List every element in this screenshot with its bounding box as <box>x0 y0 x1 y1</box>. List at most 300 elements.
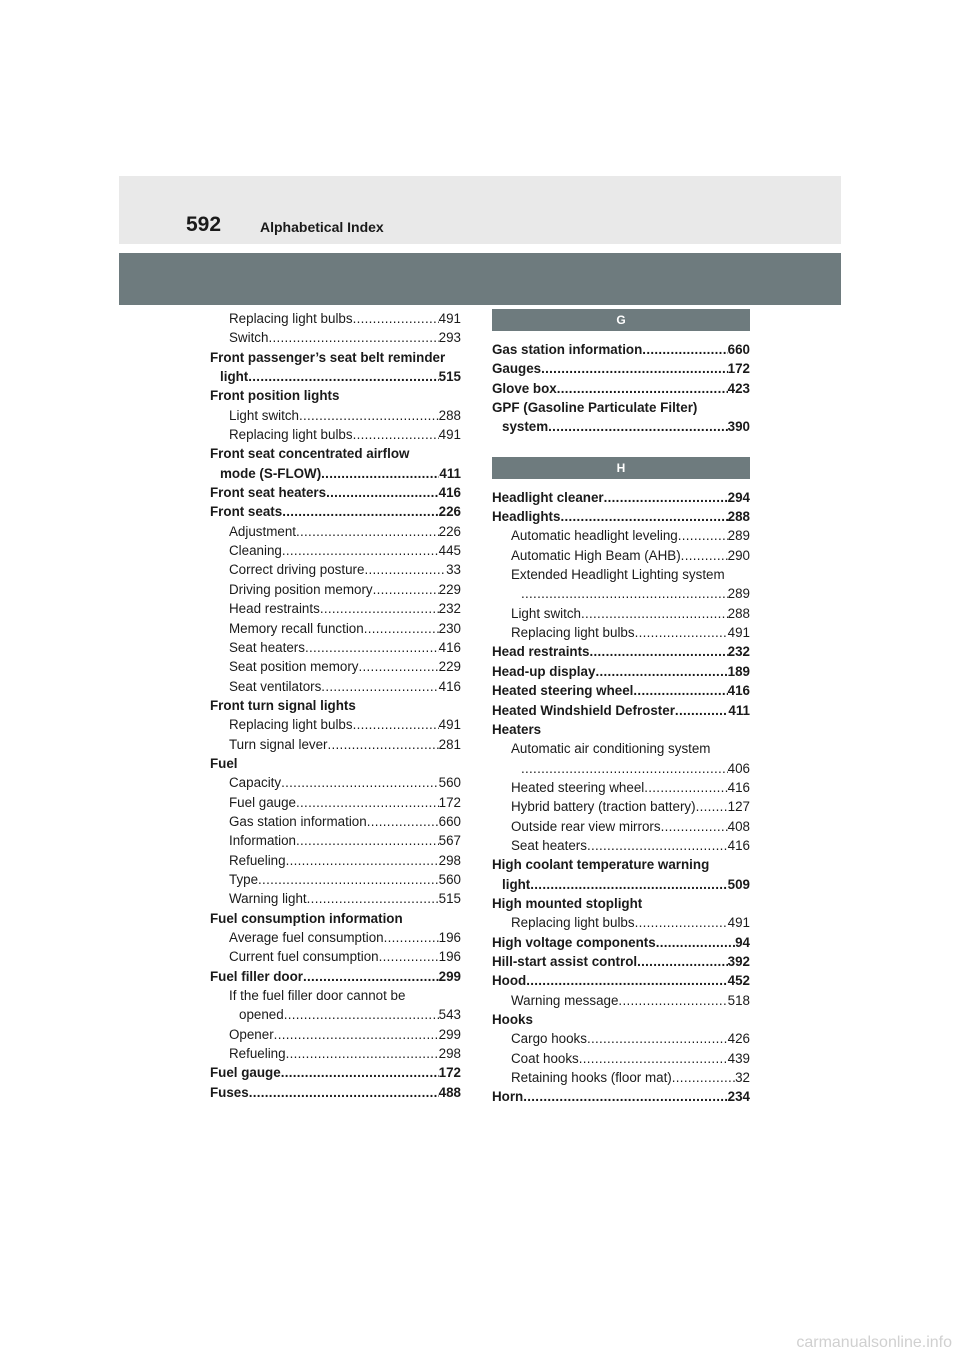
index-entry-page: 298 <box>438 1046 461 1062</box>
leader-dots <box>581 604 728 623</box>
leader-dots <box>661 817 728 836</box>
index-entry-term: Front turn signal lights <box>210 697 356 713</box>
index-entry-term: Front seat heaters <box>210 485 327 501</box>
index-entry-page: 406 <box>727 760 750 776</box>
index-entry <box>210 889 461 908</box>
leader-dots <box>281 1063 439 1082</box>
index-entry-term: Gas station information <box>229 813 367 829</box>
index-entry <box>492 681 750 700</box>
index-entry-page: 229 <box>438 581 461 597</box>
index-entry <box>210 464 461 483</box>
index-entry-page: 408 <box>727 818 750 834</box>
index-entry-page: 445 <box>438 543 461 559</box>
leader-dots <box>579 1049 728 1068</box>
leader-dots <box>353 309 439 328</box>
index-entry-term: Retaining hooks (floor mat) <box>511 1070 672 1086</box>
index-entry-term: Front position lights <box>210 388 340 404</box>
index-entry <box>492 584 750 603</box>
leader-dots <box>359 657 439 676</box>
index-entry-term: Heated steering wheel <box>492 683 634 699</box>
leader-dots <box>557 379 728 398</box>
leader-dots <box>548 417 728 436</box>
index-entry <box>492 488 750 507</box>
index-entry <box>492 507 750 526</box>
index-entry-page: 226 <box>438 504 461 520</box>
index-entry-page: 518 <box>727 992 750 1008</box>
index-entry-page: 491 <box>727 915 750 931</box>
index-entry-term: Hill-start assist control <box>492 953 638 969</box>
index-entry-term: Capacity <box>229 775 282 791</box>
index-entry <box>492 875 750 894</box>
index-entry-page: 439 <box>727 1050 750 1066</box>
group-spacer <box>492 437 750 457</box>
index-entry <box>210 754 461 773</box>
leader-dots <box>258 870 439 889</box>
index-entry <box>210 560 461 579</box>
index-entry <box>210 599 461 618</box>
leader-dots <box>635 913 728 932</box>
index-entry-term: opened <box>239 1007 284 1023</box>
index-entry <box>210 502 461 521</box>
index-entry <box>210 773 461 792</box>
index-entry-term: Fuel gauge <box>229 794 297 810</box>
leader-dots <box>321 464 439 483</box>
index-entry-page: 288 <box>438 407 461 423</box>
leader-dots <box>656 933 735 952</box>
index-entry <box>210 909 461 928</box>
leader-dots <box>709 855 750 874</box>
index-entry-page: 416 <box>438 485 461 501</box>
leader-dots <box>521 584 728 603</box>
index-entry <box>492 1049 750 1068</box>
index-entry-page: 515 <box>438 891 461 907</box>
index-entry-page: 488 <box>438 1084 461 1100</box>
index-entry-page: 426 <box>727 1031 750 1047</box>
index-entry <box>210 967 461 986</box>
index-entry <box>492 720 750 739</box>
index-entry-page: 234 <box>727 1089 750 1105</box>
index-entry <box>210 1025 461 1044</box>
index-entry-term: Extended Headlight Lighting system <box>511 567 725 583</box>
index-entry-term: Cargo hooks <box>511 1031 587 1047</box>
leader-dots <box>286 851 439 870</box>
leader-dots <box>637 952 728 971</box>
leader-dots <box>672 1068 735 1087</box>
index-entry-page: 290 <box>727 547 750 563</box>
index-entry-term: Fuses <box>210 1084 249 1100</box>
leader-dots <box>635 623 728 642</box>
index-entry-term: Opener <box>229 1026 274 1042</box>
index-entry-page: 411 <box>439 465 461 481</box>
index-entry-page: 289 <box>727 586 750 602</box>
index-entry-page: 230 <box>438 620 461 636</box>
leader-dots <box>618 991 727 1010</box>
section-title: Alphabetical Index <box>260 219 384 235</box>
index-entry-term: Warning light <box>229 891 307 907</box>
index-entry-term: Seat position memory <box>229 659 359 675</box>
index-entry-page: 127 <box>727 799 750 815</box>
index-entry-page: 32 <box>735 1070 750 1086</box>
leader-dots <box>405 986 461 1005</box>
index-entry <box>210 986 461 1005</box>
index-entry <box>492 1087 750 1106</box>
index-entry-term: Front seat concentrated airflow <box>210 446 410 462</box>
leader-dots <box>296 793 439 812</box>
index-entry-page: 392 <box>727 953 750 969</box>
index-entry-term: Replacing light bulbs <box>229 717 353 733</box>
leader-dots <box>367 812 439 831</box>
index-entry <box>210 1083 461 1102</box>
index-entry-term: Hybrid battery (traction battery) <box>511 799 696 815</box>
index-entry <box>210 1005 461 1024</box>
leader-dots <box>364 619 439 638</box>
leader-dots <box>356 696 461 715</box>
index-entry-term: system <box>502 419 549 435</box>
index-entry-term: Automatic air conditioning system <box>511 741 711 757</box>
index-entry <box>210 947 461 966</box>
index-entry <box>492 759 750 778</box>
leader-dots <box>521 759 728 778</box>
leader-dots <box>353 425 439 444</box>
leader-dots <box>328 735 439 754</box>
index-entry <box>492 417 750 436</box>
index-entry-page: 491 <box>438 427 461 443</box>
index-entry-term: Headlights <box>492 509 561 525</box>
index-entry-term: Switch <box>229 330 269 346</box>
index-entry-page: 411 <box>728 702 750 718</box>
index-column-right <box>492 309 750 1107</box>
letter-heading: G <box>492 309 750 331</box>
index-entry <box>210 928 461 947</box>
index-entry <box>210 328 461 347</box>
index-entry-term: Driving position memory <box>229 581 373 597</box>
index-entry-page: 423 <box>727 380 750 396</box>
index-entry-page: 172 <box>438 1065 461 1081</box>
index-entry <box>492 1068 750 1087</box>
leader-dots <box>364 560 446 579</box>
index-entry-term: Seat heaters <box>229 639 305 655</box>
index-entry <box>492 398 750 417</box>
index-entry <box>492 340 750 359</box>
index-entry-term: Current fuel consumption <box>229 949 379 965</box>
leader-dots <box>384 928 439 947</box>
index-entry <box>210 367 461 386</box>
index-entry-term: If the fuel filler door cannot be <box>229 988 406 1004</box>
index-entry <box>210 696 461 715</box>
index-entry-term: Replacing light bulbs <box>511 625 635 641</box>
leader-dots <box>284 1005 439 1024</box>
index-entry <box>210 406 461 425</box>
index-entry-page: 281 <box>438 736 461 752</box>
leader-dots <box>296 831 439 850</box>
index-entry-term: Refueling <box>229 1046 286 1062</box>
index-entry-page: 491 <box>438 311 461 326</box>
leader-dots <box>299 406 439 425</box>
index-entry-page: 196 <box>438 930 461 945</box>
index-entry <box>210 812 461 831</box>
index-entry <box>492 971 750 990</box>
index-entry <box>492 642 750 661</box>
leader-dots <box>248 367 438 386</box>
index-entry-term: Fuel consumption information <box>210 910 403 926</box>
leader-dots <box>587 1029 728 1048</box>
leader-dots <box>326 483 439 502</box>
index-entry <box>492 604 750 623</box>
index-entry <box>492 836 750 855</box>
index-column-left <box>210 309 461 1102</box>
leader-dots <box>238 754 461 773</box>
leader-dots <box>307 889 439 908</box>
leader-dots <box>530 875 727 894</box>
index-entry <box>210 657 461 676</box>
index-entry-term: Headlight cleaner <box>492 489 604 505</box>
index-entry <box>210 715 461 734</box>
leader-dots <box>595 662 727 681</box>
leader-dots <box>320 599 439 618</box>
index-entry <box>492 952 750 971</box>
leader-dots <box>282 502 438 521</box>
index-entry-term: Adjustment <box>229 523 296 539</box>
leader-dots <box>268 328 438 347</box>
index-entry <box>210 483 461 502</box>
index-entry-page: 299 <box>438 968 461 984</box>
leader-dots <box>725 565 750 584</box>
letter-heading: H <box>492 457 750 479</box>
index-entry-page: 288 <box>727 509 750 525</box>
index-entry <box>210 580 461 599</box>
index-entry-term: Horn <box>492 1089 524 1105</box>
index-entry-term: Fuel <box>210 755 238 771</box>
index-entry <box>210 638 461 657</box>
leader-dots <box>409 444 461 463</box>
index-entry-term: Glove box <box>492 380 557 396</box>
index-entry <box>492 933 750 952</box>
index-entry-page: 560 <box>438 871 461 887</box>
leader-dots <box>281 773 439 792</box>
watermark: carmanualsonline.info <box>796 1334 952 1351</box>
header-band <box>119 176 841 244</box>
index-entry-term: High coolant temperature warning <box>492 857 710 873</box>
index-entry-term: Front seats <box>210 504 283 520</box>
index-entry-term: Turn signal lever <box>229 736 328 752</box>
index-entry-page: 491 <box>727 625 750 641</box>
index-entry-page: 288 <box>727 605 750 621</box>
index-entry <box>492 565 750 584</box>
leader-dots <box>305 638 439 657</box>
index-entry <box>210 677 461 696</box>
index-entry <box>210 735 461 754</box>
index-entry <box>492 1010 750 1029</box>
index-entry-term: Automatic headlight leveling <box>511 528 678 544</box>
leader-dots <box>286 1044 439 1063</box>
index-entry <box>492 778 750 797</box>
index-entry-page: 289 <box>727 528 750 544</box>
leader-dots <box>697 398 750 417</box>
leader-dots <box>445 348 461 367</box>
index-entry-page: 172 <box>438 794 461 810</box>
index-entry <box>210 1063 461 1082</box>
index-entry-page: 515 <box>438 369 461 385</box>
index-entry-page: 416 <box>727 837 750 853</box>
index-entry <box>210 793 461 812</box>
leader-dots <box>373 580 439 599</box>
index-entry-term: Replacing light bulbs <box>229 427 353 443</box>
index-entry <box>210 309 461 328</box>
leader-dots <box>681 546 728 565</box>
index-entry-page: 390 <box>727 419 750 435</box>
index-entry-term: Seat heaters <box>511 837 587 853</box>
index-entry-term: Gas station information <box>492 342 643 357</box>
index-entry-term: Front passenger’s seat belt reminder <box>210 349 446 365</box>
index-entry <box>492 913 750 932</box>
leader-dots <box>675 701 728 720</box>
index-entry <box>492 817 750 836</box>
leader-dots <box>587 836 728 855</box>
index-entry-page: 543 <box>438 1007 461 1023</box>
leader-dots <box>633 681 727 700</box>
leader-dots <box>282 541 439 560</box>
index-entry-page: 172 <box>727 361 750 377</box>
index-entry <box>210 522 461 541</box>
leader-dots <box>644 778 727 797</box>
index-entry-page: 416 <box>727 683 750 699</box>
index-entry <box>210 831 461 850</box>
index-entry <box>492 739 750 758</box>
index-entry-term: Hooks <box>492 1012 533 1027</box>
index-entry <box>210 619 461 638</box>
index-entry-term: Replacing light bulbs <box>229 311 353 326</box>
index-entry-term: Heated Windshield Defroster <box>492 702 675 718</box>
index-entry-term: High voltage components <box>492 934 656 950</box>
index-entry-page: 229 <box>438 659 461 675</box>
index-entry-term: Head restraints <box>492 644 590 660</box>
index-entry-term: mode (S-FLOW) <box>220 465 322 481</box>
leader-dots <box>379 947 439 966</box>
leader-dots <box>604 488 728 507</box>
index-entry <box>492 855 750 874</box>
index-entry-page: 94 <box>735 934 750 950</box>
leader-dots <box>541 359 728 378</box>
leader-dots <box>249 1083 439 1102</box>
index-entry <box>210 851 461 870</box>
index-entry-page: 189 <box>727 663 750 679</box>
index-entry-term: Seat ventilators <box>229 678 322 694</box>
index-entry-page: 232 <box>438 601 461 617</box>
index-entry-term: light <box>220 369 249 385</box>
leader-dots <box>642 340 727 359</box>
index-entry-term: Hood <box>492 973 527 989</box>
leader-dots <box>560 507 727 526</box>
index-entry <box>492 359 750 378</box>
index-entry <box>492 991 750 1010</box>
index-entry-term: Outside rear view mirrors <box>511 818 661 834</box>
index-entry-term: Coat hooks <box>511 1050 579 1066</box>
index-entry-term: Warning message <box>511 992 619 1008</box>
page-number: 592 <box>186 213 222 236</box>
leader-dots <box>696 797 728 816</box>
index-entry-term: Correct driving posture <box>229 562 365 578</box>
leader-dots <box>523 1087 727 1106</box>
index-entry <box>210 386 461 405</box>
index-entry-page: 452 <box>727 973 750 989</box>
index-entry-page: 299 <box>438 1026 461 1042</box>
index-entry <box>492 546 750 565</box>
leader-dots <box>303 967 439 986</box>
index-entry-page: 196 <box>438 949 461 965</box>
index-entry <box>492 701 750 720</box>
leader-dots <box>541 720 750 739</box>
index-entry <box>492 797 750 816</box>
index-entry-term: light <box>502 876 531 892</box>
index-entry-term: Head-up display <box>492 663 596 679</box>
index-entry <box>492 662 750 681</box>
leader-dots <box>710 739 750 758</box>
index-entry <box>492 894 750 913</box>
index-entry <box>210 870 461 889</box>
index-entry <box>210 1044 461 1063</box>
leader-dots <box>526 971 727 990</box>
leader-dots <box>353 715 439 734</box>
index-entry-term: Heated steering wheel <box>511 779 645 795</box>
index-entry-term: Light switch <box>511 605 581 621</box>
index-entry-term: Heaters <box>492 721 542 737</box>
index-entry <box>492 1029 750 1048</box>
index-entry-term: GPF (Gasoline Particulate Filter) <box>492 400 698 416</box>
leader-dots <box>642 894 750 913</box>
index-entry-term: Replacing light bulbs <box>511 915 635 931</box>
index-entry <box>492 379 750 398</box>
index-entry <box>492 623 750 642</box>
index-entry <box>210 444 461 463</box>
index-entry-page: 416 <box>438 639 461 655</box>
index-entry-page: 660 <box>438 813 461 829</box>
index-entry-term: Fuel filler door <box>210 968 303 984</box>
index-entry-term: Information <box>229 833 296 849</box>
index-entry-term: Memory recall function <box>229 620 364 636</box>
leader-dots <box>590 642 728 661</box>
index-entry-term: Type <box>229 871 259 887</box>
leader-dots <box>339 386 461 405</box>
leader-dots <box>533 1010 750 1029</box>
index-entry-term: Gauges <box>492 361 542 377</box>
index-entry-page: 232 <box>727 644 750 660</box>
index-entry-term: Light switch <box>229 407 299 423</box>
index-entry-page: 293 <box>438 330 461 346</box>
index-entry-page: 660 <box>727 342 750 357</box>
leader-dots <box>321 677 438 696</box>
section-band <box>119 253 841 305</box>
index-entry-term: Cleaning <box>229 543 282 559</box>
index-entry <box>210 348 461 367</box>
index-entry <box>210 541 461 560</box>
index-entry-page: 226 <box>438 523 461 539</box>
index-entry-page: 416 <box>438 678 461 694</box>
index-entry <box>210 425 461 444</box>
index-entry-page: 491 <box>438 717 461 733</box>
index-entry-term: Head restraints <box>229 601 320 617</box>
index-entry-page: 560 <box>438 775 461 791</box>
index-entry-page: 33 <box>446 562 461 578</box>
index-entry-term: Average fuel consumption <box>229 930 384 945</box>
index-entry-page: 416 <box>727 779 750 795</box>
leader-dots <box>403 909 461 928</box>
index-entry-page: 567 <box>438 833 461 849</box>
index-entry-term: High mounted stoplight <box>492 895 643 911</box>
index-entry <box>492 526 750 545</box>
index-entry-page: 294 <box>727 489 750 505</box>
leader-dots <box>678 526 728 545</box>
index-entry-term: Automatic High Beam (AHB) <box>511 547 681 563</box>
